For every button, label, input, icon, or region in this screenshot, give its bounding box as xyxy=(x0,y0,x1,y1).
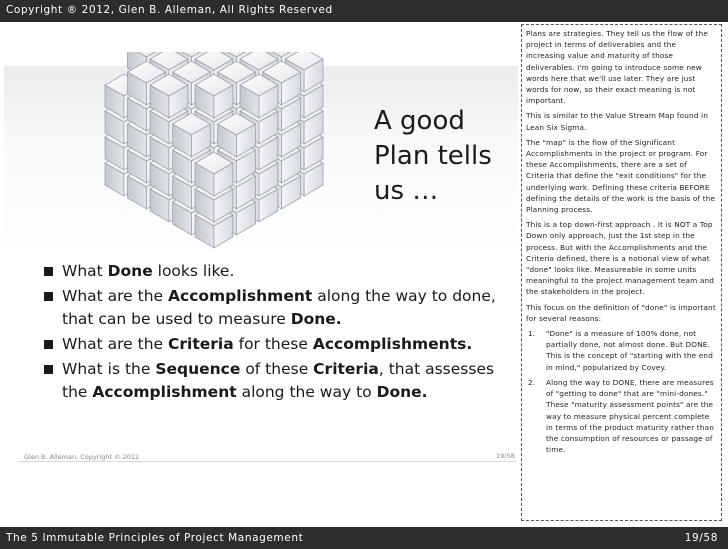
bullet-text-run: Criteria xyxy=(313,360,379,378)
top-bar xyxy=(0,0,728,22)
bullet-text-run: Accomplishments. xyxy=(312,335,473,353)
bullet-text-run: looks like. xyxy=(152,262,235,280)
bullet-item xyxy=(44,285,514,331)
slide xyxy=(4,24,518,525)
presentation-title: The 5 Immutable Principles of Project Management xyxy=(6,532,304,544)
slide-title-line: us … xyxy=(374,176,439,206)
bullet-item xyxy=(44,358,514,404)
bullet-square-icon xyxy=(44,267,53,276)
bullet-text-run: of these xyxy=(240,360,314,378)
slide-title xyxy=(374,104,514,209)
notes-paragraph: This is a top down-first approach . It is NOT a Top Down only approach, just the 1st step in the process. But with the Accomplishments and the Criteria defined, there is a notional view of what "done" looks like. Measureable in some units meaningful to the project management team and the stakeholders in the project. xyxy=(526,220,715,297)
bullet-text-run: along the way to done, that can be used to measure xyxy=(62,287,496,328)
slide-footer-page: 19/58 xyxy=(496,452,515,460)
notes-list-number: 2. xyxy=(528,377,536,387)
bullet-text-run: Done xyxy=(107,262,153,280)
copyright-text: Copyright ® 2012, Glen B. Alleman, All Rights Reserved xyxy=(6,4,333,16)
bullet-square-icon xyxy=(44,292,53,301)
bottom-bar xyxy=(0,527,728,549)
bullet-text-run: Accomplishment xyxy=(168,287,313,305)
bullet-text-run: for these xyxy=(233,335,313,353)
notes-paragraph: Plans are strategies. They tell us the flow of the project in terms of deliverables and the increasing value and maturity of those deliverables. I'm going to introduce some new words here that we'll use later. They are just words for now, so their exact meaning is not important. xyxy=(526,29,708,106)
bullet-text-run: What are the xyxy=(62,335,169,353)
bullet-square-icon xyxy=(44,340,53,349)
notes-list-item xyxy=(526,328,717,373)
slide-title-line: A good xyxy=(374,106,465,136)
bullet-square-icon xyxy=(44,365,53,374)
bullet-item xyxy=(44,260,514,283)
bullet-text-run: Criteria xyxy=(168,335,234,353)
notes-list-item xyxy=(526,377,717,455)
bullet-text-run: Done. xyxy=(376,383,428,401)
bullet-text-run: , that assesses the xyxy=(62,360,495,401)
notes-paragraph: This is similar to the Value Stream Map found in Lean Six Sigma. xyxy=(526,111,708,132)
bullet-text-run: Accomplishment xyxy=(92,383,237,401)
speaker-notes xyxy=(521,24,722,521)
bullet-text-run: Done. xyxy=(290,310,342,328)
notes-paragraph: This focus on the definition of "done" is important for several reasons: xyxy=(526,302,716,323)
slide-title-line: Plan tells xyxy=(374,141,492,171)
bullet-text-run: along the way to xyxy=(236,383,377,401)
bullet-text-run: Sequence xyxy=(155,360,241,378)
slide-footer-divider xyxy=(18,461,516,462)
notes-paragraph: The "map" is the flow of the Significant Accomplishments in the project or program. For these Accomplishments, there are a set of Criteria that define the "exit conditions" for the underlying work. Defining these criteria BEFORE defining the details of the work is the basis of the Planning process. xyxy=(526,137,716,215)
bullet-text-run: What is the xyxy=(62,360,156,378)
notes-list xyxy=(526,328,717,455)
notes-list-text: "Done" is a measure of 100% done, not partially done, not almost done. But DONE. This is the concept of "starting with the end in mind," popularized by Covey. xyxy=(546,329,713,372)
cube-stack-image xyxy=(64,52,394,276)
notes-list-number: 1. xyxy=(528,329,536,339)
bullet-item xyxy=(44,333,514,356)
page-number: 19/58 xyxy=(684,532,718,544)
bullet-text-run: What are the xyxy=(62,287,169,305)
notes-list-text: Along the way to DONE, there are measures of "getting to done" that are "mini-dones." These "maturity assessment points" are the way to measure physical percent complete in terms of the product maturity rather than the consumption of resources or passage of time. xyxy=(546,377,714,455)
bullet-text-run: What xyxy=(62,262,108,280)
bullet-list xyxy=(44,260,514,406)
slide-footer-copyright: Glen B. Alleman, Copyright © 2012 xyxy=(24,453,140,461)
